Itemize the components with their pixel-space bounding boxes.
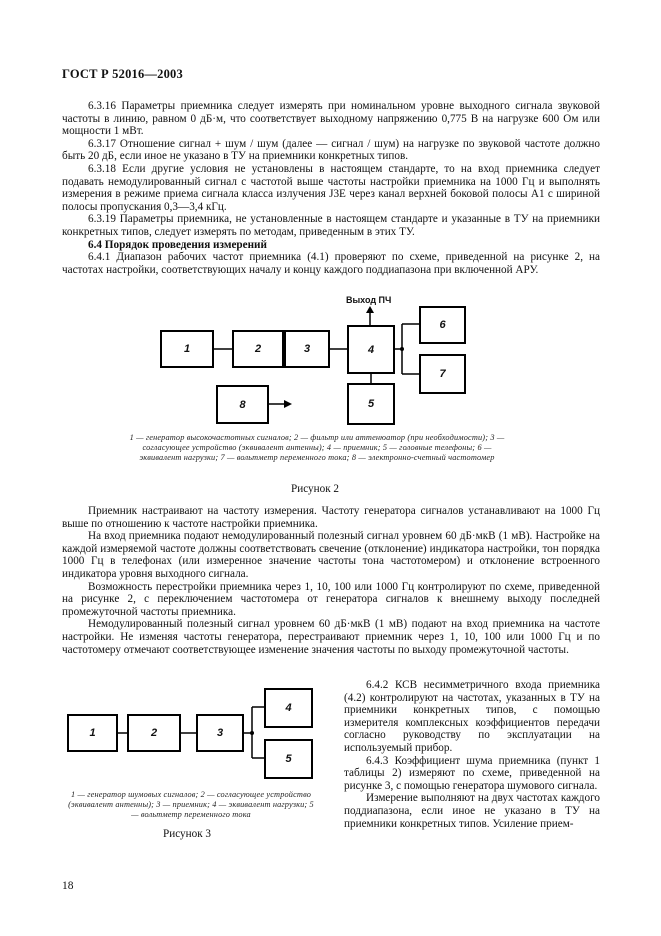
paragraph-6-4-3: 6.4.3 Коэффициент шума приемника (пункт 1 таблицы 2) измеряют по схеме, приведенной на рисунке 3, с помощью генератора шумового сигнала. — [344, 754, 600, 792]
if-output-label: Выход ПЧ — [346, 295, 392, 305]
fig2-block-3: 3 — [284, 330, 330, 368]
fig3-block-1: 1 — [67, 714, 118, 752]
fig2-block-5: 5 — [347, 383, 395, 425]
paragraph-6-3-19: 6.3.19 Параметры приемника, не установленные в настоящем стандарте и указанные в ТУ на приемники конкретных типов, следует измерять по методам, приведенным в этих ТУ. — [62, 213, 600, 238]
paragraph-6-4-2: 6.4.2 КСВ несимметричного входа приемника (4.2) контролируют на частотах, указанных в ТУ на приемники конкретных типов, с помощью измерителя комплексных коэффициентов передачи согласно руководству по эксплуатации на используемый прибор. — [344, 679, 600, 754]
paragraph-6-3-17: 6.3.17 Отношение сигнал + шум / шум (далее — сигнал / шум) на нагрузке по звуковой частоте должно быть 20 дБ, если иное не указано в ТУ на приемники конкретных типов. — [62, 137, 600, 163]
fig2-block-8: 8 — [216, 385, 269, 424]
paragraph-6-3-18: 6.3.18 Если другие условия не установлены в настоящем стандарте, то на вход приемника следует подавать немодулированный сигнал с частотой выше частоты настройки приемника на 1000 Гц и выполнять измерения в режиме приема сигнала класса излучения J3E через канал верхней боковой полосы A1 с шириной полосы пропускания 0,3—3,4 кГц. — [62, 162, 600, 213]
fig2-block-1: 1 — [160, 330, 214, 368]
fig3-block-4: 4 — [264, 688, 313, 728]
paragraph-6-3-16: 6.3.16 Параметры приемника следует измерять при номинальном уровне выходного сигнала звуковой частоты в линию, равном 0 дБ·м, что соответствует выходному напряжению 0,775 В на нагрузке 600 Ом или мощности 1 мВт. — [62, 100, 600, 138]
fig2-block-6: 6 — [419, 306, 466, 344]
section-heading-6-4: 6.4 Порядок проведения измерений — [88, 238, 267, 251]
figure-3-title: Рисунок 3 — [163, 828, 212, 840]
paragraph-unmodulated-signal: Немодулированный полезный сигнал уровнем 60 дБ·мкВ (1 мВ) подают на вход приемника на частоте настройки. Не изменяя частоты генератора, перестраивают приемник через 1, 10, 100 или 1000 Гц и по частотомеру отмечают соответствующее изменение значения частоты по выходу промежуточной частоты. — [62, 618, 600, 656]
fig2-block-2: 2 — [232, 330, 284, 368]
page-number: 18 — [62, 880, 74, 892]
paragraph-tuning: Приемник настраивают на частоту измерения. Частоту генератора сигналов устанавливают на 1000 Гц выше по отношению к частоте настройки приемника. — [62, 505, 600, 530]
figure-3-caption: 1 — генератор шумовых сигналов; 2 — согласующее устройство (эквивалент антенны); 3 — приемник; 4 — эквивалент нагрузки; 5 — вольтметр переменного тока — [68, 790, 314, 819]
paragraph-6-4-1: 6.4.1 Диапазон рабочих частот приемника (4.1) проверяют по схеме, приведенной на рисунке 2, на частотах настройки, соответствующих началу и концу каждого поддиапазона при включенной АРУ. — [62, 251, 600, 276]
paragraph-measurement: Измерение выполняют на двух частотах каждого поддиапазона, если иное не указано в ТУ на приемники конкретных типов. Усиление прием- — [344, 792, 600, 830]
fig2-block-4: 4 — [347, 325, 395, 374]
document-header: ГОСТ Р 52016—2003 — [62, 67, 183, 81]
fig3-block-2: 2 — [127, 714, 181, 752]
fig3-block-5: 5 — [264, 739, 313, 779]
paragraph-input-signal: На вход приемника подают немодулированный полезный сигнал уровнем 60 дБ·мкВ (1 мВ). Настройке на каждой измеряемой частоте должны соответствовать свечение (отклонение) индикатора настройки, тон порядка 1000 Гц в телефонах (или измеренное значение частоты тона частотомером) и отклонение встроенного индикатора уровня выходного сигнала. — [62, 530, 600, 580]
paragraph-retuning: Возможность перестройки приемника через 1, 10, 100 или 1000 Гц контролируют по схеме, приведенной на рисунке 2, с переключением частотомера от генератора сигналов к внешнему выходу последней промежуточной частоты приемника. — [62, 580, 600, 618]
fig2-block-7: 7 — [419, 354, 466, 394]
fig3-block-3: 3 — [196, 714, 244, 752]
figure-2-caption: 1 — генератор высокочастотных сигналов; 2 — фильтр или аттенюатор (при необходимости); 3 — согласующее устройство (эквивалент антенны); 4 — приемник; 5 — головные телефоны; 6 — эквивалент нагрузки; 7 — вольтметр переменного тока; 8 — электронно-счетный частотомер — [129, 433, 505, 462]
section-6-4-1-continued — [62, 505, 600, 656]
figure-2-title: Рисунок 2 — [291, 483, 340, 495]
right-column-text — [344, 679, 600, 830]
